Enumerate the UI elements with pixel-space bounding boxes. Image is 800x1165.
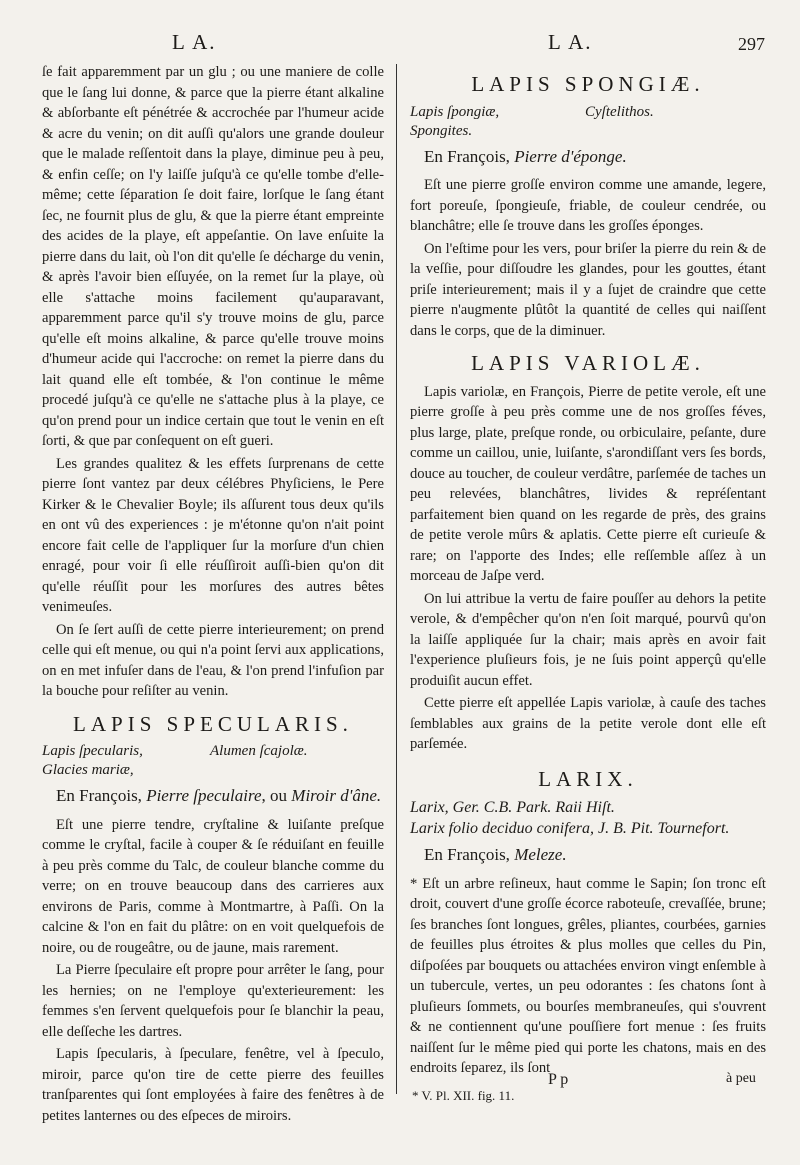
french-name xyxy=(42,786,384,807)
synonym: Glacies mariæ, xyxy=(42,762,134,778)
running-head-right: L A. xyxy=(548,30,593,54)
signature-mark: P p xyxy=(548,1071,569,1088)
paragraph: On l'eſtime pour les vers, pour briſer la pierre du rein & de la veſſie, pour diſſoudre les glandes, pour les gouttes, étant priſe interieurement; mais il y a ſujet de craindre que cette pierre n'augmente plûtôt la quantité de celles qui naiſſent dans le corps, que de la diminuer. xyxy=(410,240,766,339)
paragraph: On ſe ſert auſſi de cette pierre interieurement; on prend celle qui eſt menue, ou qui n'a point ſervi aux applications, on en met infuſer dans de l'eau, & l'on prend l'infuſion par la bouche pour reſiſter au venin. xyxy=(42,621,384,699)
paragraph: La Pierre ſpeculaire eſt propre pour arrêter le ſang, pour les hernies; on ne l'employe qu'exterieurement: les femmes s'en ſervent quelquefois pour ſe blanchir la peau, elle deſſeche les dartres. xyxy=(42,962,384,1040)
page-number: 297 xyxy=(738,34,765,54)
section-title: LAPIS SPONGIÆ. xyxy=(471,72,705,96)
french-lead: En François, xyxy=(424,845,510,864)
french-lead: En François, xyxy=(424,146,510,166)
paragraph: Eſt une pierre groſſe environ comme une amande, legere, fort poreuſe, ſpongieuſe, friable, de couleur cendrée, ou blanchâtre; elle ſe trouve dans les groſſes éponges. xyxy=(410,177,766,234)
running-head-left: L A. xyxy=(172,30,217,54)
french-name xyxy=(410,147,766,168)
french-or: , ou xyxy=(261,786,288,805)
left-column xyxy=(42,62,384,1128)
section-title: LAPIS SPECULARIS. xyxy=(73,711,353,736)
synonym: Lapis ſpecularis, xyxy=(42,743,143,759)
paragraph: Lapis ſpecularis, à ſpeculare, fenêtre, vel à ſpeculo, miroir, parce qu'on tire de cette pierre des feuilles tranſparentes qui ſont employées à faire des fenêtres à de petites lanternes ou des eſpeces de miroirs. xyxy=(42,1046,384,1124)
section-title: LARIX. xyxy=(538,766,638,791)
synonym: Larix, Ger. C.B. Park. Raii Hiſt. xyxy=(410,799,615,816)
synonyms xyxy=(42,742,384,780)
footnote: * V. Pl. XII. fig. 11. xyxy=(412,1088,515,1103)
paragraph: Lapis variolæ, en François, Pierre de petite verole, eſt une pierre groſſe à peu près comme une de nos groſſes féves, plus large, plate, preſque ronde, ou orbiculaire, peſante, dure comme un caillou, unie, luiſante, s'arondiſſant vers ſes bords, douce au toucher, de couleur verdâtre, parſemée de taches un peu relevées, blanchâtres, livides & repréſentant parfaitement bien quand on les regarde de près, des grains de petite verole mûrs & aplatis. Cette pierre eſt curieuſe & rare; on l'apporte des Indes; elle reſſemble aſſez à un morceau de Jaſpe verd. xyxy=(410,383,766,584)
synonyms xyxy=(410,103,766,141)
synonym: Cyſtelithos. xyxy=(585,103,654,120)
column-divider xyxy=(396,64,397,1094)
synonym: Spongites. xyxy=(410,122,473,139)
paragraph: * Eſt un arbre reſineux, haut comme le Sapin; ſon tronc eſt droit, couvert d'une groſſe écorce raboteuſe, crevaſſée, brune; ſes branches ſont longues, grêles, pliantes, courbées, garnies de feuilles plus étroites & plus molles que celles du Pin, diſpoſées par bouquets ou attachées environ vingt enſemble à un tubercule, vertes, un peu odorantes : ſes chatons ſont à pluſieurs ſommets, ou bourſes membraneuſes, qui s'ouvrent & ne contiennent qu'une pouſſiere fort menue : ſes fruits naiſſent ſur le même pied qui porte les chatons, mais en des endroits ſeparez, ils ſont xyxy=(410,875,766,1076)
section-title: LAPIS VARIOLÆ. xyxy=(471,351,705,375)
paragraph: Cette pierre eſt appellée Lapis variolæ, à cauſe des taches ſemblables aux grains de la petite verole dont elle eſt parſemée. xyxy=(410,695,766,752)
catchword: à peu xyxy=(726,1071,756,1086)
french-term: Pierre d'éponge. xyxy=(514,146,627,166)
french-alt-term: Miroir d'âne. xyxy=(291,786,382,805)
paragraph: On lui attribue la vertu de faire pouſſer au dehors la petite verole, & d'empêcher qu'on n'en ſoit marqué, pourvû qu'on la laiſſe appliquée ſur la chair; mais après en avoir fait l'experience pluſieurs fois, je ne ſuis point apperçû qu'elle produiſit aucun effet. xyxy=(410,590,766,689)
french-term: Pierre ſpeculaire xyxy=(146,786,262,805)
synonym: Larix folio deciduo conifera, J. B. Pit. Tournefort. xyxy=(410,820,730,837)
french-name xyxy=(410,845,766,866)
paragraph: ſe fait apparemment par un glu ; ou une maniere de colle que le ſang lui donne, & parce que la pierre étant alkaline & abſorbante eſt pénétrée & accrochée par l'humeur acide & acre du venin; on dit auſſi qu'alors une grande douleur que le malade reſſentoit dans la playe, diminue peu à peu, & enfin ceſſe; on l'y laiſſe juſqu'à ce qu'elle tombe d'elle-même; cette ſéparation ſe doit faire, lorſque le ſang étant ſec, ne fournit plus de glu, & que la pierre étant empreinte des acides de la playe, eſt appeſantie. On lave enſuite la pierre dans du lait, où l'on dit qu'elle ſe décharge du venin, & après l'avoir bien eſſuyée, on la remet ſur la playe, où elle s'attache moins facilement qu'auparavant, apparemment parce qu'il s'y trouve moins de glu, parce qu'elle eſt moins alkaline, & parce qu'elle trouve moins d'humeur acide qui l'accroche: on remet la pierre dans du lait quand elle eſt tombée, & l'on continue le même procedé juſqu'à ce qu'elle ne s'attache plus à la playe, ce qu'on prend pour un indice certain que tout le venin en eſt ſorti, & que par conſequent on eſt gueri. xyxy=(42,64,384,449)
french-lead: En François, xyxy=(56,786,142,805)
paragraph: Eſt une pierre tendre, cryſtaline & luiſante preſque comme le cryſtal, facile à couper & ſe réduiſant en feuille à peu près comme du Talc, de couleur blanche comme du verre; on en trouve beaucoup dans des carrieres aux environs de Paris, comme à Montmartre, à Paſſi. On la calcine & l'on en fait du plâtre: on en voit quelquefois de noire, ou de rougeâtre, ou de jaune, mais rarement. xyxy=(42,816,384,956)
synonym: Alumen ſcajolæ. xyxy=(210,743,308,759)
right-column xyxy=(410,74,766,1081)
paragraph: Les grandes qualitez & les effets ſurprenans de cette pierre ſont vantez par deux célébres Phyſiciens, le Pere Kirker & le Chevalier Boyle; ils aſſurent tous deux qu'ils en ont vû des experiences : je m'étonne qu'on n'ait point encore fait celle de l'appliquer ſur la morſure d'un chien enragé, pour voir ſi elle réuſſiroit auſſi-bien qu'on dit qu'elle réuſſit pour les morſures des autres bêtes venimeuſes. xyxy=(42,455,384,615)
french-term: Meleze. xyxy=(514,845,567,864)
synonyms xyxy=(410,797,766,839)
synonym: Lapis ſpongiæ, xyxy=(410,103,500,120)
